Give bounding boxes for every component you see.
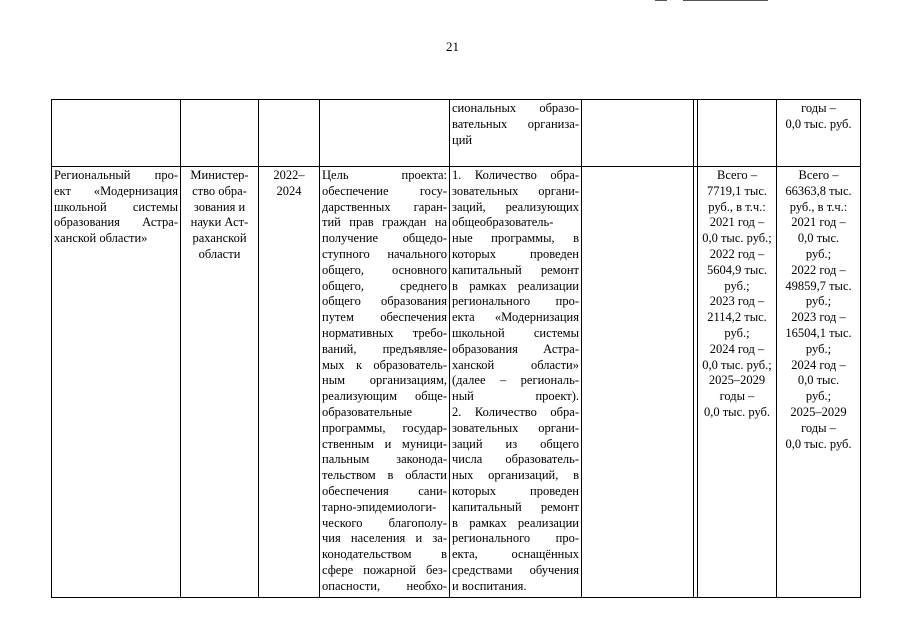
cell-period-empty	[259, 100, 320, 167]
text-line: заций из общего	[452, 436, 579, 451]
text-line: раханской	[192, 231, 247, 246]
program-table	[51, 99, 861, 598]
text-line: 0,0 тыс. руб.;	[702, 357, 772, 372]
cell-funding-a	[698, 167, 777, 598]
text-line: вательных организа-	[452, 116, 579, 131]
text-line: Региональный про-	[54, 168, 178, 182]
cell-name-empty	[52, 100, 181, 167]
text-line: капитальный ремонт	[452, 262, 579, 277]
text-line: числа образователь-	[452, 452, 579, 467]
text-line: Министер-	[190, 168, 249, 182]
text-line: зовательных органи-	[452, 420, 579, 435]
text-line: ций	[452, 132, 473, 147]
text-line: общего, среднего	[322, 278, 447, 293]
text-line: заций, реализующих	[452, 199, 579, 214]
text-line: 2114,2 тыс.	[707, 310, 767, 325]
text-line: и воспитания.	[452, 578, 527, 593]
text-line: руб.;	[724, 278, 750, 293]
text-line: опасности, необхо-	[322, 578, 447, 593]
text-line: в рамках реализации	[452, 515, 579, 530]
text-line: образования Астра-	[452, 341, 579, 356]
text-line: общего образования	[322, 294, 447, 309]
text-line: руб.;	[805, 341, 832, 356]
text-line: получение общедо-	[322, 231, 447, 246]
text-line: ство обра-	[192, 183, 247, 198]
text-line: руб.;	[805, 294, 832, 309]
text-line: школьной системы	[452, 325, 579, 340]
text-line: школьной системы	[54, 199, 178, 214]
cell-executor-empty	[181, 100, 259, 167]
text-line: ваний, предъявляе-	[322, 341, 447, 356]
text-line: тий прав граждан на	[322, 215, 447, 230]
text-line: тарно-эпидемиологи-	[322, 499, 437, 514]
text-line: екта, оснащённых	[452, 547, 579, 562]
text-line: путем обеспечения	[322, 310, 447, 325]
cell-funding-a-empty	[698, 100, 777, 167]
text-line: сфере пожарной без-	[322, 562, 447, 577]
text-line: руб.;	[805, 389, 832, 404]
text-line: 2021 год –	[709, 215, 765, 230]
text-line: 2022–	[273, 168, 305, 182]
text-line: 2024 год –	[709, 341, 765, 356]
text-line: 0,0 тыс. руб.	[703, 404, 771, 419]
cell-blank-a	[582, 167, 694, 598]
cell-period	[259, 167, 320, 598]
text-line: зования и	[193, 199, 246, 214]
text-line: Цель проекта:	[322, 168, 447, 182]
text-line: регионального про-	[452, 531, 579, 546]
top-rule-right	[683, 0, 768, 1]
text-line: сиональных образо-	[452, 101, 579, 115]
text-line: 1. Количество обра-	[452, 168, 579, 182]
text-line: 16504,1 тыс.	[785, 325, 852, 340]
cell-indicator-continued	[450, 100, 582, 167]
page-number: 21	[446, 39, 459, 54]
text-line: годы –	[719, 389, 755, 404]
text-line: 2022 год –	[709, 246, 765, 261]
text-line: мых к образователь-	[322, 357, 447, 372]
text-line: в рамках реализации	[452, 278, 579, 293]
text-line: регионального про-	[452, 294, 579, 309]
text-line: которых проведен	[452, 483, 579, 498]
text-line: области	[198, 246, 241, 261]
text-line: 2021 год –	[791, 215, 846, 230]
cell-project-name	[52, 167, 181, 598]
table-row	[52, 100, 861, 167]
text-line: 2022 год –	[791, 262, 846, 277]
text-line: нормативных требо-	[322, 325, 447, 340]
text-line: 0,0 тыс. руб.	[785, 116, 852, 131]
text-line: чия населения и за-	[322, 531, 447, 546]
table-row	[52, 167, 861, 598]
text-line: годы –	[801, 420, 836, 435]
text-line: 49859,7 тыс.	[785, 278, 852, 293]
text-line: ных организаций, в	[452, 468, 579, 483]
text-line: Всего –	[716, 168, 758, 182]
text-line: 66363,8 тыс.	[785, 183, 852, 198]
text-line: 2024	[276, 183, 302, 198]
text-line: екта «Модернизация	[452, 310, 579, 325]
text-line: ным организациям,	[322, 373, 447, 388]
text-line: 0,0 тыс. руб.;	[702, 231, 772, 246]
text-line: конодательством в	[322, 547, 447, 562]
text-line: руб.;	[724, 325, 750, 340]
text-line: руб., в т.ч.:	[708, 199, 766, 214]
text-line: обеспечения сани-	[322, 483, 447, 498]
text-line: общего, основного	[322, 262, 447, 277]
text-line: капитальный ремонт	[452, 499, 579, 514]
text-line: 7719,1 тыс.	[706, 183, 768, 198]
text-line: пальным законода-	[322, 452, 447, 467]
top-rule-left	[655, 0, 667, 1]
text-line: 0,0 тыс. руб.	[785, 436, 852, 451]
text-line: ект «Модернизация	[54, 183, 178, 198]
text-line: 2023 год –	[791, 310, 846, 325]
cell-funding-b	[777, 167, 861, 598]
text-line: ческого благополу-	[322, 515, 447, 530]
text-line: науки Аст-	[190, 215, 249, 230]
text-line: ственным и муници-	[322, 436, 447, 451]
text-line: 0,0 тыс.	[797, 231, 840, 246]
cell-executor	[181, 167, 259, 598]
text-line: образовательные	[322, 404, 413, 419]
text-line: ные программы, в	[452, 231, 579, 246]
text-line: обеспечение госу-	[322, 183, 447, 198]
text-line: общеобразователь-	[452, 215, 554, 230]
text-line: тельством в области	[322, 468, 447, 483]
text-line: 5604,9 тыс.	[706, 262, 768, 277]
cell-funding-b-continued	[777, 100, 861, 167]
text-line: образования Астра-	[54, 215, 178, 230]
text-line: руб.;	[805, 246, 832, 261]
text-line: ханской области»	[54, 231, 148, 246]
text-line: 0,0 тыс.	[797, 373, 840, 388]
cell-project-goal	[320, 167, 450, 598]
text-line: 2023 год –	[709, 294, 765, 309]
cell-goal-empty	[320, 100, 450, 167]
text-line: руб., в т.ч.:	[789, 199, 848, 214]
text-line: ханской области»	[452, 357, 579, 372]
text-line: Всего –	[798, 168, 839, 182]
text-line: зовательных органи-	[452, 183, 579, 198]
text-line: годы –	[801, 101, 836, 115]
text-line: 2024 год –	[791, 357, 846, 372]
text-line: 2. Количество обра-	[452, 404, 579, 419]
text-line: программы, государ-	[322, 420, 447, 435]
text-line: 2025–2029	[790, 404, 847, 419]
cell-indicators	[450, 167, 582, 598]
text-line: дарственных гаран-	[322, 199, 447, 214]
text-line: ный проект).	[452, 389, 579, 404]
text-line: 2025–2029	[708, 373, 766, 388]
text-line: которых проведен	[452, 246, 579, 261]
cell-blank-a	[582, 100, 694, 167]
text-line: ступного начального	[322, 246, 447, 261]
text-line: средствами обучения	[452, 562, 579, 577]
text-line: (далее – региональ-	[452, 373, 579, 388]
text-line: реализующим обще-	[322, 389, 447, 404]
